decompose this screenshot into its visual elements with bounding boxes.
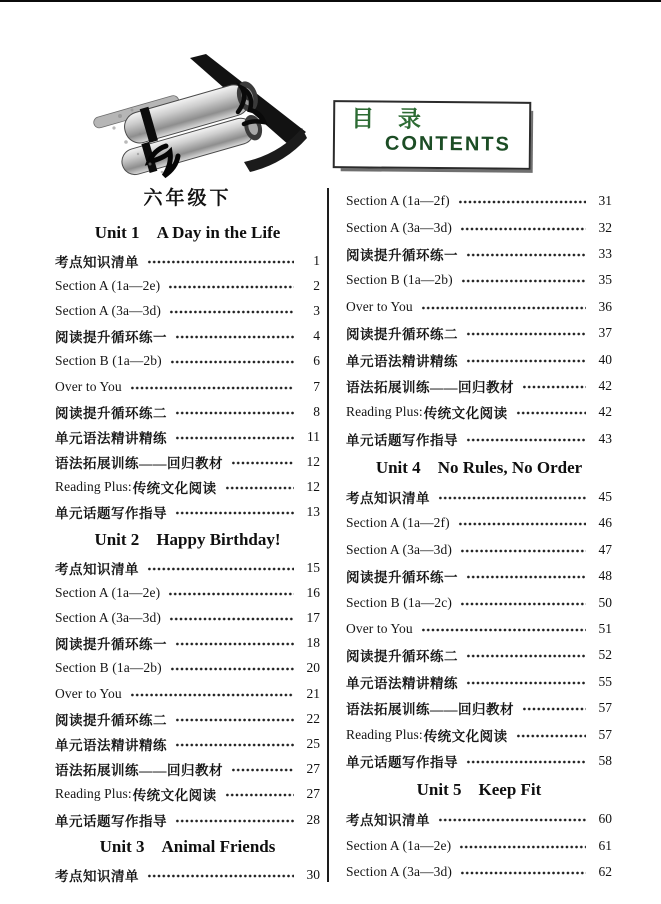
toc-row <box>346 748 612 774</box>
page-number: 61 <box>598 837 612 853</box>
dot-leader <box>170 359 294 365</box>
page-number: 8 <box>313 403 320 419</box>
dot-leader <box>461 278 586 284</box>
page-number: 37 <box>598 325 612 341</box>
toc-row <box>346 695 612 721</box>
page-number: 1 <box>313 252 320 268</box>
toc-row <box>346 241 612 267</box>
page-number: 16 <box>306 584 320 600</box>
dot-leader <box>516 733 586 739</box>
toc-row <box>346 833 612 859</box>
toc-entry-label-zh: 考点知识清单 <box>55 254 139 270</box>
toc-row <box>346 510 612 536</box>
page-number: 58 <box>598 753 612 768</box>
page-number: 25 <box>306 735 320 751</box>
page-number: 12 <box>306 454 320 470</box>
page-number: 43 <box>598 430 612 446</box>
toc-row <box>55 349 320 374</box>
toc-row <box>346 188 612 214</box>
toc-row <box>346 426 612 452</box>
dot-leader <box>421 627 586 633</box>
page-number: 50 <box>598 594 612 610</box>
dot-leader <box>438 817 586 823</box>
page-number: 48 <box>598 568 612 584</box>
unit-title: No Rules, No Order <box>437 457 583 477</box>
toc-row <box>55 731 320 756</box>
dot-leader <box>438 495 586 501</box>
toc-row <box>55 324 320 349</box>
toc-entry-label-zh: 单元语法精讲精练 <box>55 430 167 446</box>
toc-row <box>55 374 320 399</box>
unit-heading <box>55 832 320 862</box>
toc-row <box>55 298 320 323</box>
toc-row <box>346 669 612 695</box>
page-number: 31 <box>598 193 612 209</box>
contents-title-en: CONTENTS <box>384 132 512 156</box>
toc-entry-label-en: Section A (3a—3d) <box>346 864 452 880</box>
contents-title-zh: 目 录 <box>351 106 421 132</box>
dot-leader <box>130 692 294 698</box>
unit-number: Unit 5 <box>416 780 462 800</box>
page-number: 18 <box>306 635 320 651</box>
page-number: 11 <box>307 428 320 444</box>
dot-leader <box>466 680 586 686</box>
toc-entry-label-en: Over to You <box>55 685 122 701</box>
toc-row <box>55 605 320 630</box>
unit-number: Unit 3 <box>99 837 145 857</box>
dot-leader <box>231 460 294 466</box>
page-number: 46 <box>598 515 612 531</box>
toc-entry-label-zh: 单元话题写作指导 <box>346 755 458 770</box>
unit-number: Unit 1 <box>94 223 140 242</box>
toc-entry-label-zh: 语法拓展训练——回归教材 <box>346 379 514 395</box>
dot-leader <box>168 591 294 597</box>
dot-leader <box>522 384 586 390</box>
dot-leader <box>466 252 586 258</box>
toc-entry-label-en: Section A (3a—3d) <box>346 541 452 557</box>
toc-row <box>55 807 320 832</box>
toc-entry-label-zh: 阅读提升循环练一 <box>55 330 167 346</box>
scrolls-illustration-svg <box>92 50 307 190</box>
dot-leader <box>147 566 294 572</box>
toc-entry-label-en: Section A (3a—3d) <box>55 610 161 626</box>
dot-leader <box>466 358 586 364</box>
page-number: 17 <box>306 610 320 626</box>
page-number: 21 <box>306 685 320 701</box>
contents-title-box <box>333 100 532 170</box>
toc-row <box>55 782 320 807</box>
dot-leader <box>170 666 294 672</box>
dot-leader <box>466 759 586 765</box>
toc-row <box>55 555 320 580</box>
toc-entry-label-zh: 考点知识清单 <box>55 561 139 577</box>
toc-entry-label-en: Section A (1a—2e) <box>55 277 161 293</box>
dot-leader <box>175 641 294 647</box>
toc-entry-label-zh: 考点知识清单 <box>346 813 430 829</box>
dot-leader <box>460 601 586 607</box>
dot-leader <box>169 616 294 622</box>
toc-entry-label-en: Section A (1a—2e) <box>55 584 161 600</box>
page-number: 27 <box>306 786 320 802</box>
toc-row <box>55 631 320 656</box>
toc-row <box>55 862 320 887</box>
dot-leader <box>458 521 586 527</box>
page-number: 57 <box>598 726 612 742</box>
unit-number: Unit 4 <box>375 457 421 477</box>
dot-leader <box>169 309 294 315</box>
toc-entry-label-zh: 阅读提升循环练二 <box>346 327 458 343</box>
toc-entry-label-en: Section A (1a—2f) <box>346 193 450 209</box>
unit-heading <box>346 774 612 806</box>
toc-row <box>346 484 612 510</box>
toc-entry-label-en: Reading Plus: <box>346 726 423 742</box>
toc-row <box>346 214 612 240</box>
dot-leader <box>460 870 586 876</box>
toc-entry-label-zh: 单元话题写作指导 <box>55 813 167 829</box>
unit-heading <box>55 218 320 248</box>
page-number: 22 <box>306 710 320 726</box>
dot-leader <box>466 437 586 443</box>
page-number: 6 <box>313 353 320 369</box>
toc-column-left <box>55 188 320 887</box>
page-number: 33 <box>598 245 612 261</box>
toc-entry-label-zh: 阅读提升循环练二 <box>346 649 458 665</box>
dot-leader <box>175 818 294 824</box>
toc-entry-label-zh: 考点知识清单 <box>55 868 139 884</box>
scrolls-illustration <box>92 50 307 190</box>
toc-row <box>55 450 320 475</box>
toc-row <box>346 399 612 425</box>
toc-entry-label-en: Section A (3a—3d) <box>55 302 161 318</box>
toc-entry-label-zh: 单元语法精讲精练 <box>346 675 458 691</box>
toc-entry-label-zh: 单元语法精讲精练 <box>346 353 458 369</box>
toc-entry-label-en: Over to You <box>55 378 122 394</box>
toc-entry-label-zh: 语法拓展训练——回归教材 <box>346 702 514 718</box>
page-number: 60 <box>598 811 612 827</box>
toc-row <box>346 294 612 320</box>
page-number: 51 <box>598 621 612 637</box>
page-number: 2 <box>313 277 320 293</box>
toc-row <box>346 346 612 372</box>
toc-entry-label-zh: 单元语法精讲精练 <box>55 737 167 753</box>
page-number: 36 <box>598 298 612 314</box>
toc-row <box>346 642 612 668</box>
page-number: 3 <box>313 302 320 318</box>
toc-entry-label-zh: 单元话题写作指导 <box>346 432 458 448</box>
toc-entry-label-en: Section A (3a—3d) <box>346 219 452 235</box>
toc-row <box>55 500 320 525</box>
page-number: 28 <box>306 811 320 827</box>
toc-entry-label-zh: 传统文化阅读 <box>423 728 508 744</box>
toc-entry-label-zh: 阅读提升循环练一 <box>346 570 458 586</box>
toc-entry-label-en: Section A (1a—2e) <box>346 837 452 853</box>
page-number: 40 <box>598 351 612 367</box>
dot-leader <box>175 742 294 748</box>
unit-title: A Day in the Life <box>156 223 281 242</box>
dot-leader <box>460 548 586 554</box>
toc-entry-label-en: Over to You <box>346 298 413 314</box>
page-number: 4 <box>313 328 320 344</box>
toc-entry-label-zh: 阅读提升循环练二 <box>55 405 167 421</box>
toc-entry-label-en: Reading Plus: <box>55 479 132 495</box>
dot-leader <box>459 844 586 850</box>
dot-leader <box>522 706 586 712</box>
dot-leader <box>231 767 294 773</box>
toc-entry-label-en: Section B (1a—2b) <box>346 272 453 288</box>
dot-leader <box>175 410 294 416</box>
toc-entry-label-zh: 传统文化阅读 <box>423 406 508 422</box>
page-number: 62 <box>598 864 612 880</box>
toc-row <box>346 859 612 885</box>
unit-number: Unit 2 <box>94 530 140 550</box>
toc-row <box>346 373 612 399</box>
toc-row <box>55 475 320 500</box>
toc-row <box>55 424 320 449</box>
toc-row <box>346 806 612 832</box>
toc-entry-label-zh: 考点知识清单 <box>346 491 430 507</box>
dot-leader <box>130 385 294 391</box>
toc-row <box>55 656 320 681</box>
page-number: 13 <box>306 504 320 520</box>
toc-row <box>55 273 320 298</box>
toc-row <box>346 267 612 293</box>
dot-leader <box>225 792 294 798</box>
toc-entry-label-zh: 阅读提升循环练二 <box>55 712 167 728</box>
unit-title: Animal Friends <box>161 837 276 857</box>
unit-title: Happy Birthday! <box>156 530 281 550</box>
dot-leader <box>175 717 294 723</box>
dot-leader <box>458 199 586 205</box>
dot-leader <box>168 284 294 290</box>
toc-entry-label-zh: 传统文化阅读 <box>132 788 217 804</box>
toc-entry-label-zh: 语法拓展训练——回归教材 <box>55 456 223 472</box>
toc-entry-label-zh: 传统文化阅读 <box>132 481 217 497</box>
page-number: 57 <box>598 700 612 716</box>
toc-row <box>346 537 612 563</box>
page-number: 47 <box>598 541 612 557</box>
toc-row <box>346 721 612 747</box>
dot-leader <box>516 410 586 416</box>
toc-entry-label-en: Section B (1a—2b) <box>55 660 162 676</box>
page-number: 12 <box>306 479 320 495</box>
toc-entry-label-en: Over to You <box>346 621 413 637</box>
toc-column-right <box>346 188 612 885</box>
dot-leader <box>466 331 586 337</box>
dot-leader <box>175 334 294 340</box>
page-number: 20 <box>306 660 320 676</box>
dot-leader <box>225 485 294 491</box>
page-number: 35 <box>598 272 612 288</box>
toc-row <box>55 399 320 424</box>
dot-leader <box>147 873 294 879</box>
toc-row <box>55 757 320 782</box>
toc-entry-label-zh: 单元话题写作指导 <box>55 506 167 522</box>
toc-entry-label-zh: 阅读提升循环练一 <box>55 637 167 653</box>
toc-row <box>346 320 612 346</box>
page-number: 30 <box>306 866 320 882</box>
toc-row <box>55 681 320 706</box>
dot-leader <box>460 226 586 232</box>
toc-entry-label-en: Reading Plus: <box>55 786 132 802</box>
toc-row <box>346 589 612 615</box>
toc-entry-label-en: Section A (1a—2f) <box>346 515 450 531</box>
unit-title: Keep Fit <box>478 780 542 800</box>
page-number: 27 <box>306 761 320 777</box>
page-number: 32 <box>598 219 612 235</box>
page-number: 52 <box>598 647 612 663</box>
toc-entry-label-zh: 阅读提升循环练一 <box>346 247 458 263</box>
dot-leader <box>466 574 586 580</box>
toc-row <box>55 580 320 605</box>
page-number: 42 <box>598 404 612 420</box>
unit-heading <box>55 525 320 555</box>
dot-leader <box>147 259 294 265</box>
toc-row <box>55 706 320 731</box>
toc-row <box>55 248 320 273</box>
toc-row <box>346 616 612 642</box>
dot-leader <box>466 653 586 659</box>
page-number: 55 <box>598 673 612 689</box>
toc-entry-label-en: Reading Plus: <box>346 404 423 420</box>
column-divider <box>327 188 329 882</box>
unit-heading <box>346 452 612 484</box>
page-number: 7 <box>313 378 320 394</box>
page-number: 45 <box>598 489 612 505</box>
toc-entry-label-en: Section B (1a—2b) <box>55 353 162 369</box>
toc-row <box>346 563 612 589</box>
toc-entry-label-zh: 语法拓展训练——回归教材 <box>55 763 223 779</box>
page-number: 15 <box>306 559 320 575</box>
scan-edge-top <box>0 0 661 2</box>
grade-header: 六年级下 <box>143 188 232 209</box>
dot-leader <box>175 510 294 516</box>
page-number: 42 <box>598 377 612 393</box>
toc-entry-label-en: Section B (1a—2c) <box>346 594 452 610</box>
dot-leader <box>175 435 294 441</box>
dot-leader <box>421 305 586 311</box>
